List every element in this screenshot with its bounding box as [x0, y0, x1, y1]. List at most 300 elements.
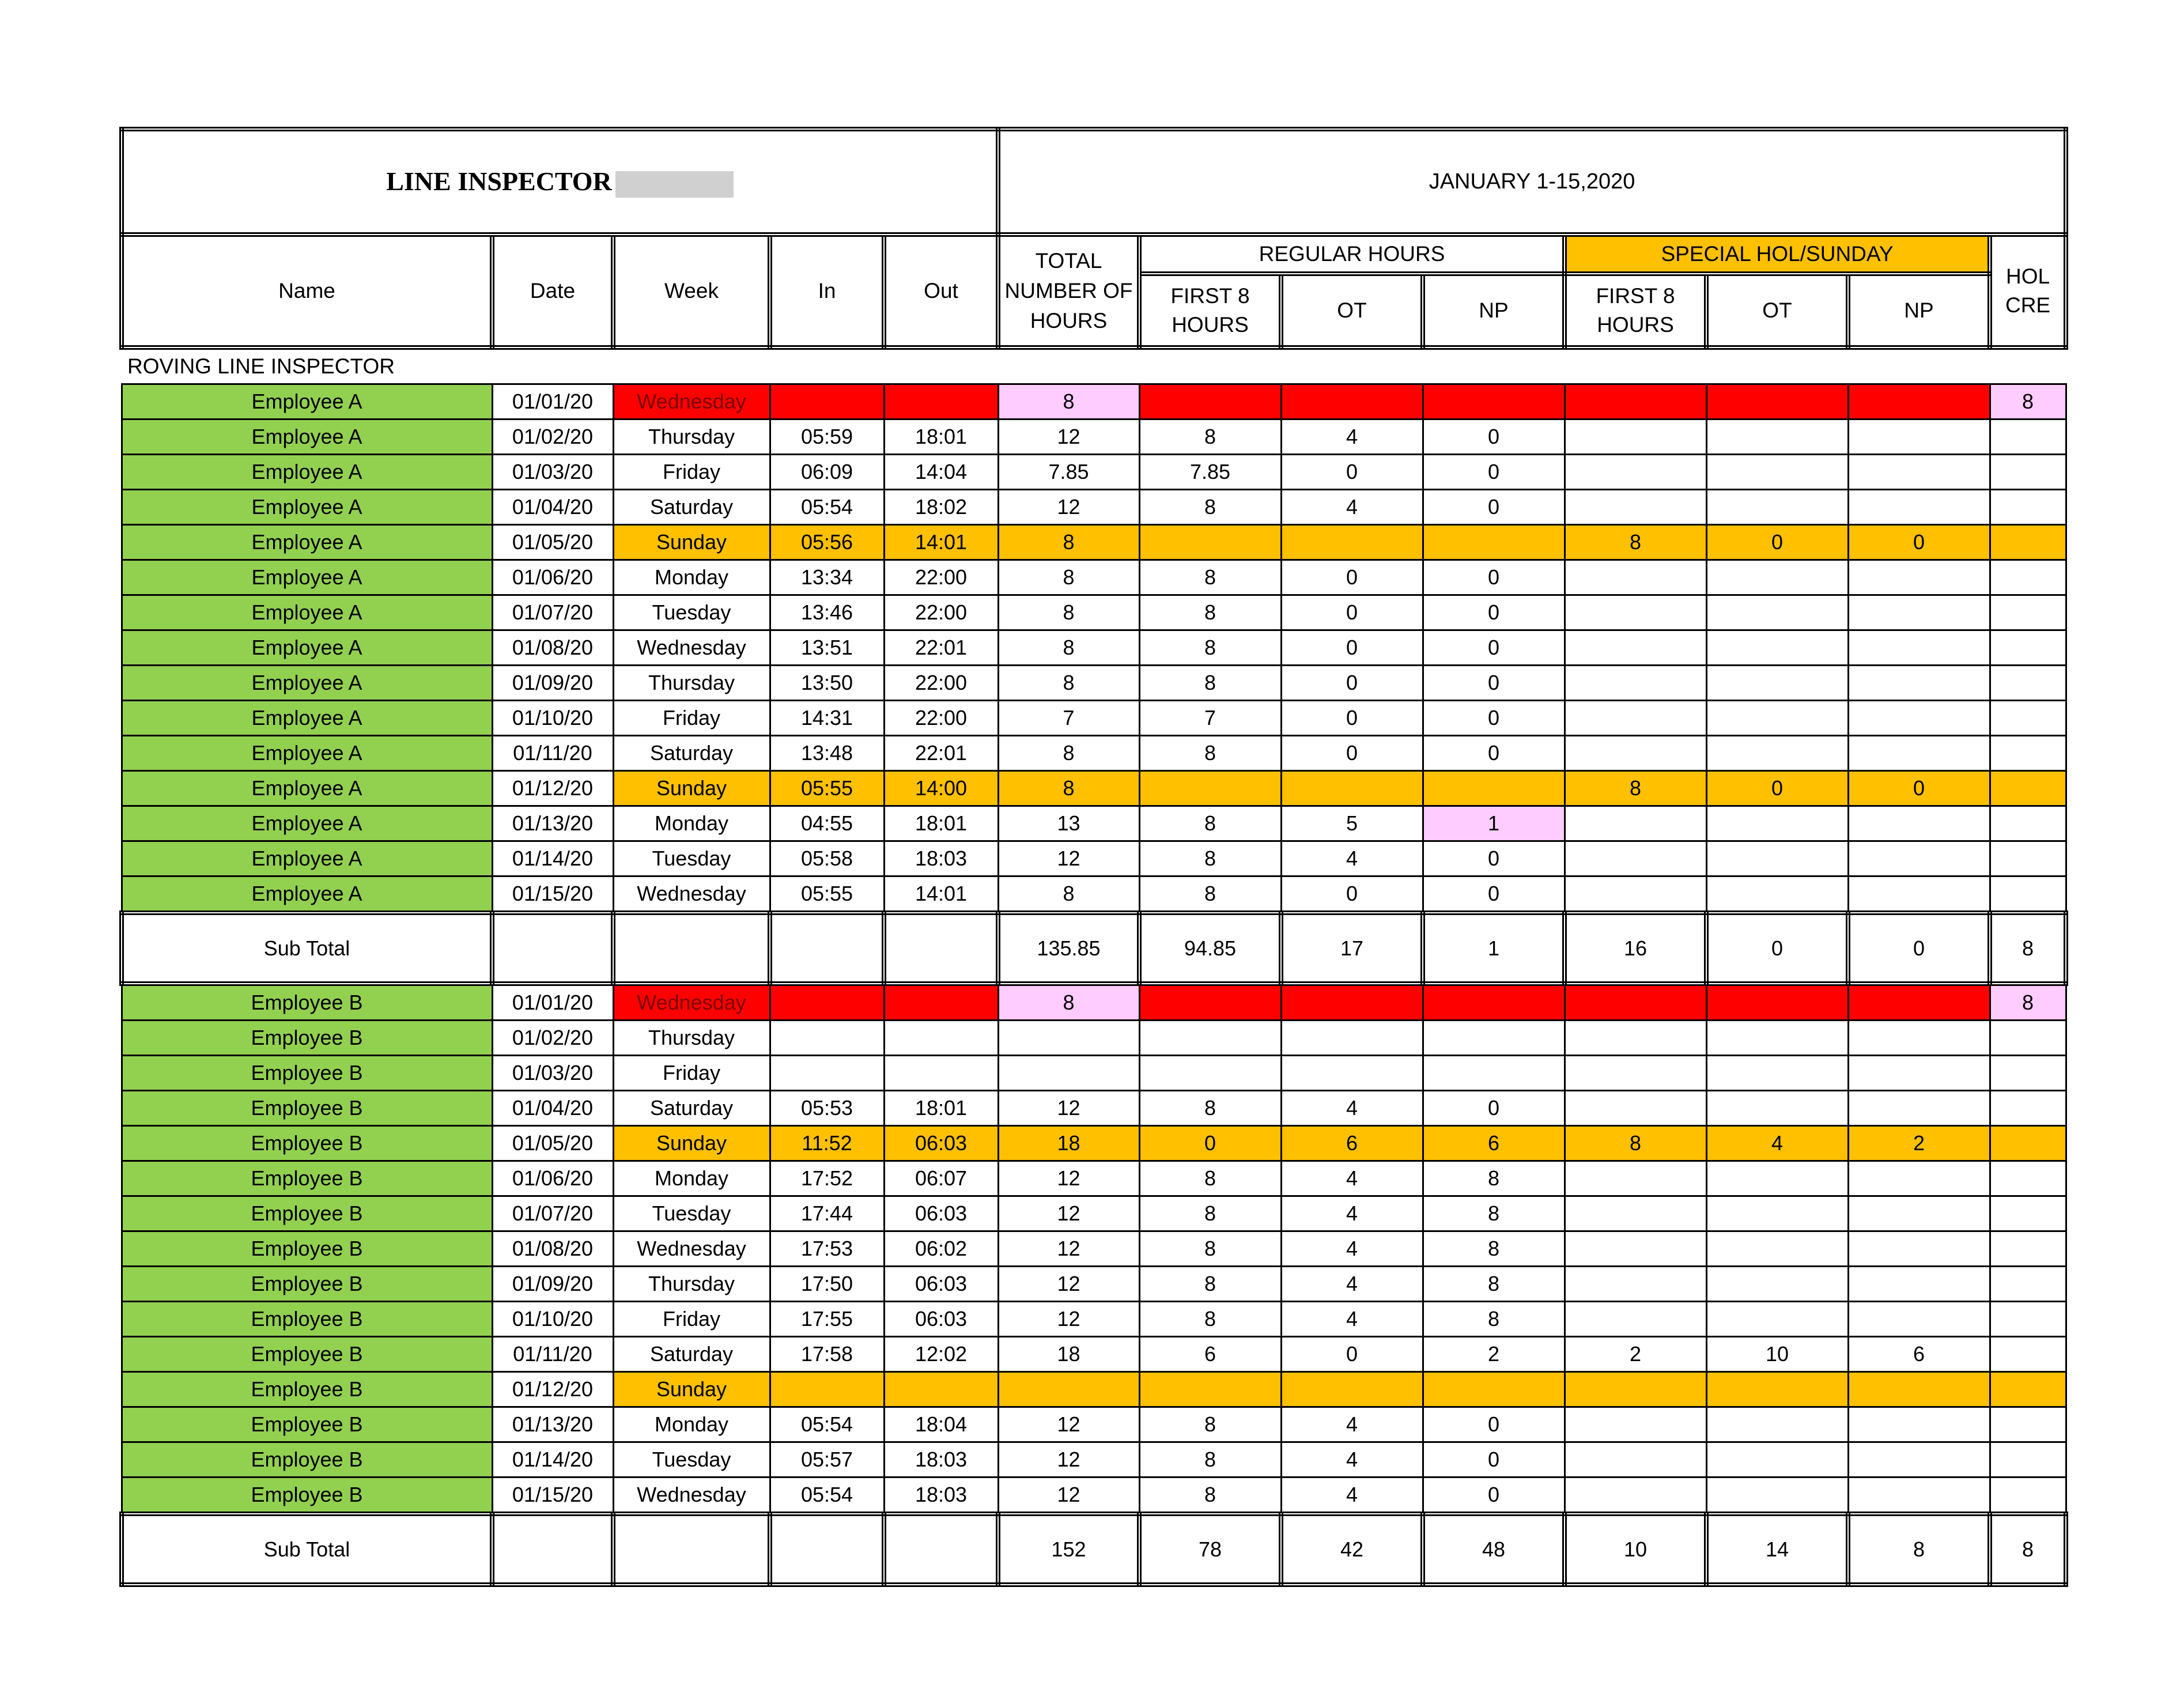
- cell-out: 22:00: [884, 595, 998, 630]
- cell-total: 8: [998, 736, 1139, 771]
- subtotal-label: Sub Total: [122, 913, 492, 984]
- cell-r-first8: 0: [1139, 1126, 1281, 1161]
- cell-total: 12: [998, 1196, 1139, 1231]
- subtotal-empty-cell: [492, 1514, 613, 1585]
- cell-r-ot: 4: [1281, 1407, 1423, 1442]
- cell-r-first8: 8: [1139, 1231, 1281, 1267]
- cell-hol: [1990, 1161, 2066, 1196]
- cell-r-np: [1423, 1021, 1565, 1056]
- cell-r-first8: 8: [1139, 736, 1281, 771]
- subtotal-r-first8: 94.85: [1139, 913, 1281, 984]
- subtotal-empty-cell: [492, 913, 613, 984]
- cell-s-first8: 2: [1565, 1337, 1706, 1372]
- cell-name: Employee B: [122, 1196, 492, 1231]
- cell-in: [770, 1372, 884, 1407]
- cell-date: 01/05/20: [492, 1126, 613, 1161]
- subtotal-r-ot: 17: [1281, 913, 1423, 984]
- cell-hol: [1990, 525, 2066, 560]
- cell-in: 17:52: [770, 1161, 884, 1196]
- cell-in: 13:48: [770, 736, 884, 771]
- cell-r-first8: [1139, 525, 1281, 560]
- cell-out: 18:01: [884, 1091, 998, 1126]
- cell-r-first8: 8: [1139, 490, 1281, 525]
- cell-total: 8: [998, 666, 1139, 701]
- cell-week: Tuesday: [613, 1442, 770, 1478]
- cell-out: 06:07: [884, 1161, 998, 1196]
- cell-s-np: [1848, 806, 1990, 841]
- subtotal-total: 135.85: [998, 913, 1139, 984]
- cell-total: 8: [998, 984, 1139, 1021]
- cell-week: Friday: [613, 1302, 770, 1337]
- cell-r-ot: 4: [1281, 1267, 1423, 1302]
- cell-out: 18:03: [884, 1442, 998, 1478]
- cell-s-first8: [1565, 876, 1706, 913]
- cell-in: 13:50: [770, 666, 884, 701]
- cell-in: 14:31: [770, 701, 884, 736]
- cell-week: Sunday: [613, 771, 770, 806]
- cell-r-np: 0: [1423, 876, 1565, 913]
- cell-week: Thursday: [613, 420, 770, 455]
- cell-total: 12: [998, 1302, 1139, 1337]
- cell-in: 13:46: [770, 595, 884, 630]
- cell-s-ot: [1706, 666, 1848, 701]
- cell-s-np: [1848, 595, 1990, 630]
- table-row: [122, 984, 2066, 1021]
- subtotal-hol: 8: [1990, 913, 2066, 984]
- cell-r-ot: 4: [1281, 1478, 1423, 1514]
- cell-s-ot: [1706, 1302, 1848, 1337]
- cell-name: Employee B: [122, 1161, 492, 1196]
- cell-week: Monday: [613, 1161, 770, 1196]
- cell-name: Employee A: [122, 771, 492, 806]
- cell-in: 17:44: [770, 1196, 884, 1231]
- cell-r-ot: 4: [1281, 1161, 1423, 1196]
- cell-name: Employee A: [122, 701, 492, 736]
- cell-s-first8: [1565, 560, 1706, 595]
- cell-r-ot: 4: [1281, 490, 1423, 525]
- cell-in: 17:50: [770, 1267, 884, 1302]
- cell-s-first8: [1565, 736, 1706, 771]
- cell-name: Employee A: [122, 455, 492, 490]
- table-row: [122, 1091, 2066, 1126]
- cell-out: 22:00: [884, 560, 998, 595]
- cell-s-first8: [1565, 666, 1706, 701]
- cell-s-ot: [1706, 1372, 1848, 1407]
- cell-s-ot: [1706, 841, 1848, 876]
- cell-total: 12: [998, 1231, 1139, 1267]
- cell-week: Thursday: [613, 1021, 770, 1056]
- cell-s-first8: [1565, 1161, 1706, 1196]
- cell-in: 05:55: [770, 876, 884, 913]
- cell-week: Thursday: [613, 1267, 770, 1302]
- cell-date: 01/07/20: [492, 1196, 613, 1231]
- cell-r-np: 0: [1423, 736, 1565, 771]
- cell-date: 01/04/20: [492, 1091, 613, 1126]
- cell-hol: [1990, 630, 2066, 666]
- cell-s-np: [1848, 1478, 1990, 1514]
- cell-name: Employee A: [122, 560, 492, 595]
- cell-s-first8: 8: [1565, 525, 1706, 560]
- cell-name: Employee B: [122, 1372, 492, 1407]
- cell-name: Employee A: [122, 666, 492, 701]
- cell-date: 01/01/20: [492, 384, 613, 420]
- cell-date: 01/02/20: [492, 420, 613, 455]
- cell-out: 22:01: [884, 630, 998, 666]
- cell-s-np: [1848, 984, 1990, 1021]
- cell-out: [884, 1056, 998, 1091]
- table-row: [122, 1372, 2066, 1407]
- cell-r-np: 0: [1423, 1091, 1565, 1126]
- subtotal-r-np: 1: [1423, 913, 1565, 984]
- cell-r-first8: 8: [1139, 666, 1281, 701]
- cell-hol: 8: [1990, 984, 2066, 1021]
- cell-total: 8: [998, 384, 1139, 420]
- cell-s-np: [1848, 1021, 1990, 1056]
- cell-out: 18:02: [884, 490, 998, 525]
- cell-out: [884, 384, 998, 420]
- cell-hol: [1990, 560, 2066, 595]
- cell-s-np: [1848, 560, 1990, 595]
- table-row: [122, 1478, 2066, 1514]
- table-row: [122, 806, 2066, 841]
- table-row: [122, 1196, 2066, 1231]
- cell-r-np: [1423, 1372, 1565, 1407]
- cell-total: 12: [998, 1267, 1139, 1302]
- table-row: [122, 841, 2066, 876]
- cell-date: 01/10/20: [492, 1302, 613, 1337]
- cell-out: 18:03: [884, 841, 998, 876]
- cell-r-first8: 8: [1139, 841, 1281, 876]
- cell-name: Employee B: [122, 1478, 492, 1514]
- cell-date: 01/03/20: [492, 1056, 613, 1091]
- cell-r-ot: 0: [1281, 736, 1423, 771]
- cell-date: 01/15/20: [492, 1478, 613, 1514]
- cell-hol: [1990, 841, 2066, 876]
- subtotal-r-np: 48: [1423, 1514, 1565, 1585]
- cell-hol: [1990, 420, 2066, 455]
- cell-out: 22:00: [884, 666, 998, 701]
- cell-total: 8: [998, 771, 1139, 806]
- header-name: Name: [122, 235, 492, 347]
- table-row: [122, 1056, 2066, 1091]
- period-title: JANUARY 1-15,2020: [998, 129, 2066, 235]
- cell-in: 05:53: [770, 1091, 884, 1126]
- cell-name: Employee A: [122, 420, 492, 455]
- cell-s-first8: [1565, 806, 1706, 841]
- cell-r-ot: [1281, 1056, 1423, 1091]
- subtotal-r-first8: 78: [1139, 1514, 1281, 1585]
- cell-s-np: 2: [1848, 1126, 1990, 1161]
- cell-s-np: [1848, 1161, 1990, 1196]
- cell-s-np: [1848, 1302, 1990, 1337]
- timesheet: [119, 127, 2066, 1587]
- cell-s-ot: [1706, 420, 1848, 455]
- cell-week: Wednesday: [613, 1231, 770, 1267]
- cell-in: 04:55: [770, 806, 884, 841]
- cell-date: 01/12/20: [492, 1372, 613, 1407]
- cell-s-ot: [1706, 384, 1848, 420]
- cell-s-np: 0: [1848, 525, 1990, 560]
- cell-r-first8: 8: [1139, 420, 1281, 455]
- cell-s-np: [1848, 1442, 1990, 1478]
- cell-week: Sunday: [613, 525, 770, 560]
- cell-s-np: [1848, 420, 1990, 455]
- cell-s-ot: [1706, 1442, 1848, 1478]
- cell-date: 01/09/20: [492, 666, 613, 701]
- cell-r-ot: 0: [1281, 630, 1423, 666]
- cell-total: 13: [998, 806, 1139, 841]
- cell-r-ot: 5: [1281, 806, 1423, 841]
- cell-r-ot: 0: [1281, 1337, 1423, 1372]
- cell-r-first8: 8: [1139, 806, 1281, 841]
- cell-s-ot: 0: [1706, 525, 1848, 560]
- cell-r-first8: 8: [1139, 630, 1281, 666]
- cell-out: 14:04: [884, 455, 998, 490]
- cell-in: 17:55: [770, 1302, 884, 1337]
- cell-s-first8: 8: [1565, 1126, 1706, 1161]
- cell-r-ot: 0: [1281, 455, 1423, 490]
- table-row: [122, 1337, 2066, 1372]
- cell-out: 06:03: [884, 1126, 998, 1161]
- cell-s-np: [1848, 1267, 1990, 1302]
- cell-in: 17:53: [770, 1231, 884, 1267]
- cell-s-np: [1848, 1231, 1990, 1267]
- table-row: [122, 1021, 2066, 1056]
- cell-r-np: 0: [1423, 630, 1565, 666]
- cell-s-ot: [1706, 736, 1848, 771]
- cell-r-np: [1423, 984, 1565, 1021]
- cell-date: 01/10/20: [492, 701, 613, 736]
- cell-s-np: [1848, 1407, 1990, 1442]
- table-row: [122, 490, 2066, 525]
- cell-r-np: 1: [1423, 806, 1565, 841]
- cell-r-np: 0: [1423, 666, 1565, 701]
- cell-s-np: [1848, 736, 1990, 771]
- cell-name: Employee B: [122, 1407, 492, 1442]
- subtotal-s-np: 8: [1848, 1514, 1990, 1585]
- cell-r-ot: [1281, 1372, 1423, 1407]
- cell-week: Thursday: [613, 666, 770, 701]
- cell-s-first8: [1565, 490, 1706, 525]
- timesheet-table: [119, 127, 2068, 1587]
- cell-r-ot: 4: [1281, 420, 1423, 455]
- cell-s-first8: [1565, 1021, 1706, 1056]
- cell-week: Tuesday: [613, 595, 770, 630]
- cell-s-first8: [1565, 455, 1706, 490]
- cell-name: Employee B: [122, 1267, 492, 1302]
- header-in: In: [770, 235, 884, 347]
- cell-out: 14:01: [884, 525, 998, 560]
- subtotal-row: [122, 913, 2066, 984]
- cell-date: 01/05/20: [492, 525, 613, 560]
- cell-s-first8: [1565, 420, 1706, 455]
- cell-week: Wednesday: [613, 630, 770, 666]
- subtotal-s-ot: 14: [1706, 1514, 1848, 1585]
- cell-r-np: [1423, 525, 1565, 560]
- cell-name: Employee A: [122, 525, 492, 560]
- cell-in: 05:57: [770, 1442, 884, 1478]
- table-row: [122, 771, 2066, 806]
- table-row: [122, 736, 2066, 771]
- subtotal-label: Sub Total: [122, 1514, 492, 1585]
- cell-total: [998, 1056, 1139, 1091]
- header-special-np: NP: [1848, 274, 1990, 347]
- cell-r-np: 8: [1423, 1161, 1565, 1196]
- cell-s-ot: [1706, 876, 1848, 913]
- cell-r-ot: 4: [1281, 1196, 1423, 1231]
- cell-week: Saturday: [613, 1337, 770, 1372]
- cell-hol: 8: [1990, 384, 2066, 420]
- cell-week: Sunday: [613, 1126, 770, 1161]
- cell-s-first8: [1565, 1478, 1706, 1514]
- cell-s-ot: [1706, 806, 1848, 841]
- cell-out: 22:01: [884, 736, 998, 771]
- cell-name: Employee A: [122, 630, 492, 666]
- cell-out: 06:02: [884, 1231, 998, 1267]
- cell-r-ot: 4: [1281, 1302, 1423, 1337]
- cell-hol: [1990, 1091, 2066, 1126]
- cell-date: 01/09/20: [492, 1267, 613, 1302]
- cell-name: Employee B: [122, 1021, 492, 1056]
- cell-hol: [1990, 1126, 2066, 1161]
- cell-s-ot: [1706, 1091, 1848, 1126]
- subtotal-empty-cell: [770, 913, 884, 984]
- cell-week: Monday: [613, 1407, 770, 1442]
- cell-r-first8: 8: [1139, 1267, 1281, 1302]
- cell-s-ot: [1706, 1056, 1848, 1091]
- cell-out: 12:02: [884, 1337, 998, 1372]
- cell-in: 05:55: [770, 771, 884, 806]
- cell-name: Employee A: [122, 384, 492, 420]
- cell-r-np: 0: [1423, 1407, 1565, 1442]
- header-special-hol: SPECIAL HOL/SUNDAY: [1565, 235, 1990, 274]
- cell-s-ot: 10: [1706, 1337, 1848, 1372]
- cell-s-ot: [1706, 560, 1848, 595]
- cell-hol: [1990, 806, 2066, 841]
- cell-s-ot: [1706, 1196, 1848, 1231]
- cell-r-np: 0: [1423, 560, 1565, 595]
- cell-out: 06:03: [884, 1196, 998, 1231]
- cell-r-first8: 7: [1139, 701, 1281, 736]
- cell-total: 12: [998, 1407, 1139, 1442]
- cell-s-ot: [1706, 701, 1848, 736]
- cell-in: [770, 384, 884, 420]
- cell-r-np: 8: [1423, 1231, 1565, 1267]
- cell-r-first8: [1139, 1021, 1281, 1056]
- cell-in: 13:34: [770, 560, 884, 595]
- cell-total: 12: [998, 1161, 1139, 1196]
- cell-s-first8: [1565, 841, 1706, 876]
- cell-s-first8: [1565, 1231, 1706, 1267]
- cell-hol: [1990, 1372, 2066, 1407]
- cell-r-first8: [1139, 984, 1281, 1021]
- header-total: TOTAL NUMBER OF HOURS: [998, 235, 1139, 347]
- cell-total: 12: [998, 1442, 1139, 1478]
- cell-r-first8: 8: [1139, 1302, 1281, 1337]
- cell-out: [884, 1372, 998, 1407]
- cell-date: 01/06/20: [492, 560, 613, 595]
- cell-week: Saturday: [613, 1091, 770, 1126]
- cell-s-np: [1848, 490, 1990, 525]
- cell-r-first8: [1139, 771, 1281, 806]
- cell-in: 05:58: [770, 841, 884, 876]
- cell-in: 11:52: [770, 1126, 884, 1161]
- cell-s-first8: [1565, 1091, 1706, 1126]
- cell-in: 05:59: [770, 420, 884, 455]
- cell-r-first8: 6: [1139, 1337, 1281, 1372]
- cell-name: Employee B: [122, 1091, 492, 1126]
- cell-hol: [1990, 1337, 2066, 1372]
- cell-s-ot: [1706, 1407, 1848, 1442]
- cell-total: [998, 1021, 1139, 1056]
- cell-name: Employee B: [122, 1337, 492, 1372]
- cell-s-first8: [1565, 1407, 1706, 1442]
- cell-r-np: 8: [1423, 1267, 1565, 1302]
- table-row: [122, 1302, 2066, 1337]
- cell-date: 01/14/20: [492, 841, 613, 876]
- cell-r-ot: 4: [1281, 841, 1423, 876]
- cell-r-ot: [1281, 525, 1423, 560]
- cell-r-first8: 8: [1139, 876, 1281, 913]
- cell-hol: [1990, 1021, 2066, 1056]
- cell-r-first8: 8: [1139, 1161, 1281, 1196]
- cell-total: 8: [998, 525, 1139, 560]
- cell-s-ot: [1706, 455, 1848, 490]
- cell-r-np: [1423, 1056, 1565, 1091]
- table-row: [122, 1161, 2066, 1196]
- cell-hol: [1990, 490, 2066, 525]
- cell-name: Employee B: [122, 1056, 492, 1091]
- cell-s-ot: 0: [1706, 771, 1848, 806]
- cell-date: 01/01/20: [492, 984, 613, 1021]
- cell-in: [770, 984, 884, 1021]
- cell-s-ot: [1706, 490, 1848, 525]
- table-row: [122, 1126, 2066, 1161]
- cell-week: Saturday: [613, 736, 770, 771]
- cell-r-first8: 8: [1139, 1478, 1281, 1514]
- cell-in: 13:51: [770, 630, 884, 666]
- cell-s-ot: [1706, 1161, 1848, 1196]
- cell-hol: [1990, 595, 2066, 630]
- cell-date: 01/08/20: [492, 1231, 613, 1267]
- table-row: [122, 1442, 2066, 1478]
- cell-total: 12: [998, 490, 1139, 525]
- cell-hol: [1990, 1056, 2066, 1091]
- cell-name: Employee B: [122, 1126, 492, 1161]
- header-date: Date: [492, 235, 613, 347]
- cell-total: 12: [998, 841, 1139, 876]
- cell-out: 18:01: [884, 420, 998, 455]
- cell-total: [998, 1372, 1139, 1407]
- cell-week: Wednesday: [613, 1478, 770, 1514]
- redacted-name: [615, 171, 734, 198]
- cell-s-ot: [1706, 1231, 1848, 1267]
- cell-total: 18: [998, 1126, 1139, 1161]
- cell-week: Sunday: [613, 1372, 770, 1407]
- section-label: ROVING LINE INSPECTOR: [127, 354, 395, 378]
- header-regular-hours: REGULAR HOURS: [1139, 235, 1565, 274]
- cell-out: 18:04: [884, 1407, 998, 1442]
- subtotal-s-first8: 16: [1565, 913, 1706, 984]
- cell-s-np: [1848, 455, 1990, 490]
- cell-out: 18:03: [884, 1478, 998, 1514]
- cell-s-first8: [1565, 630, 1706, 666]
- cell-s-ot: [1706, 984, 1848, 1021]
- cell-r-np: 8: [1423, 1196, 1565, 1231]
- cell-r-ot: 4: [1281, 1231, 1423, 1267]
- cell-week: Saturday: [613, 490, 770, 525]
- cell-s-first8: [1565, 1442, 1706, 1478]
